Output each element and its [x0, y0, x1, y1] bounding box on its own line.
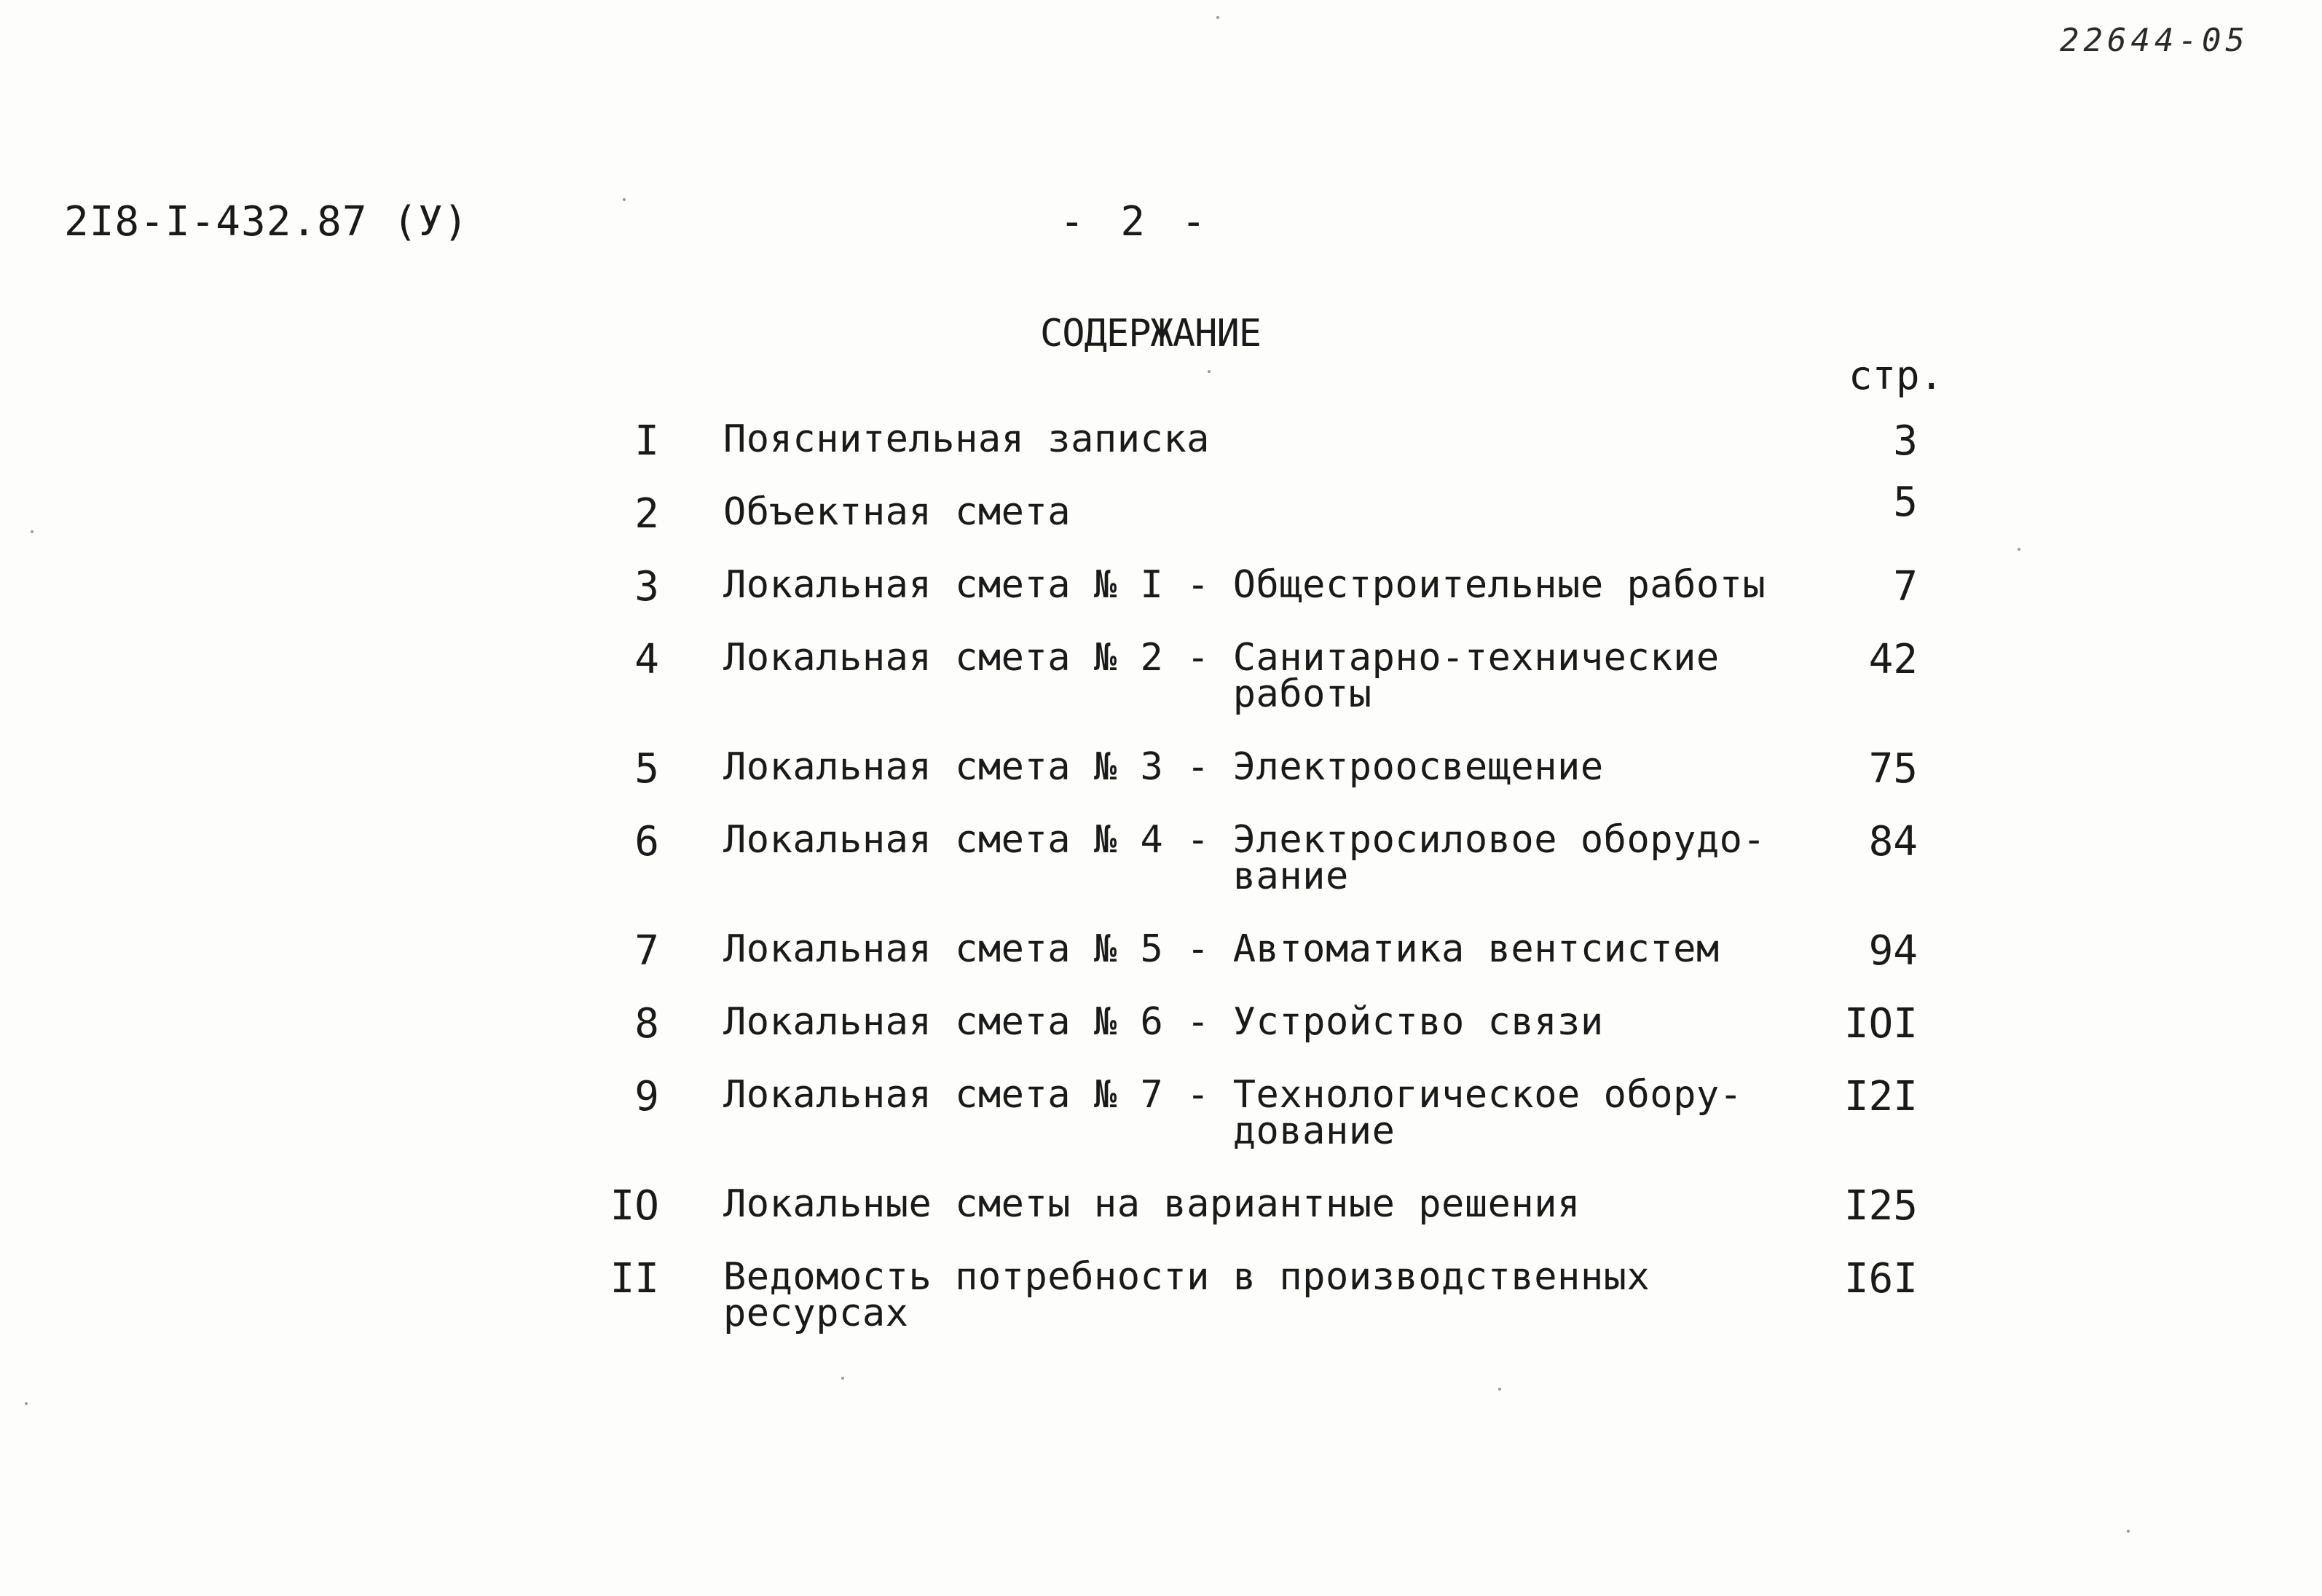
toc-item-title: Локальная смета № I - Общестроительные работы — [723, 563, 1766, 607]
scan-speck — [2018, 548, 2020, 551]
toc-item-number: 6 — [634, 818, 659, 865]
scan-speck — [623, 198, 626, 201]
toc-item-page: 3 — [1893, 417, 1918, 465]
toc-item-number: 5 — [634, 745, 659, 793]
toc-item-number: 9 — [634, 1073, 659, 1120]
toc-item-number: I — [634, 417, 659, 465]
toc-item-number: 8 — [634, 1000, 659, 1047]
scan-speck — [841, 1377, 844, 1380]
archive-number: 22644-05 — [2060, 22, 2249, 59]
toc-item-page: IOI — [1843, 1000, 1918, 1047]
toc-item-title: Локальная смета № 4 - Электросиловое оборудо- вание — [723, 818, 1766, 898]
toc-item-title: Пояснительная записка — [723, 417, 1210, 461]
page-number: - 2 - — [1060, 198, 1212, 245]
toc-item-title: Локальная смета № 5 - Автоматика вентсистем — [723, 927, 1720, 971]
toc-item-number: 3 — [634, 563, 659, 610]
toc-item-title: Объектная смета — [723, 490, 1071, 534]
toc-item-page: 42 — [1868, 636, 1918, 683]
toc-item-title: Ведомость потребности в производственных ресурсах — [723, 1255, 1650, 1335]
toc-item-number: 4 — [634, 636, 659, 683]
scan-speck — [25, 1402, 28, 1405]
scan-speck — [1216, 16, 1219, 19]
toc-item-page: 7 — [1893, 563, 1918, 610]
toc-item-page: 5 — [1893, 479, 1918, 526]
toc-item-title: Локальная смета № 3 - Электроосвещение — [723, 745, 1604, 789]
document-code: 2I8-I-432.87 (У) — [64, 198, 469, 245]
scan-speck — [2127, 1530, 2130, 1533]
toc-item-page: 75 — [1868, 745, 1918, 793]
page-column-label: стр. — [1849, 353, 1944, 398]
toc-item-number: IO — [610, 1182, 659, 1230]
toc-item-title: Локальные сметы на вариантные решения — [723, 1182, 1581, 1226]
toc-item-title: Локальная смета № 2 - Санитарно-технические работы — [723, 636, 1720, 716]
toc-item-page: I6I — [1843, 1255, 1918, 1302]
scan-speck — [31, 530, 34, 533]
toc-item-title: Локальная смета № 7 - Технологическое обору- дование — [723, 1073, 1743, 1153]
toc-item-page: I25 — [1843, 1182, 1918, 1230]
toc-item-page: 94 — [1868, 927, 1918, 975]
scan-speck — [1208, 370, 1211, 373]
toc-item-title: Локальная смета № 6 - Устройство связи — [723, 1000, 1604, 1044]
scan-speck — [1498, 1388, 1501, 1391]
toc-item-page: I2I — [1843, 1073, 1918, 1120]
toc-item-number: 2 — [634, 490, 659, 538]
toc-item-page: 84 — [1868, 818, 1918, 865]
toc-item-number: 7 — [634, 927, 659, 975]
toc-title: СОДЕРЖАНИЕ — [1040, 312, 1262, 355]
toc-item-number: II — [610, 1255, 659, 1302]
